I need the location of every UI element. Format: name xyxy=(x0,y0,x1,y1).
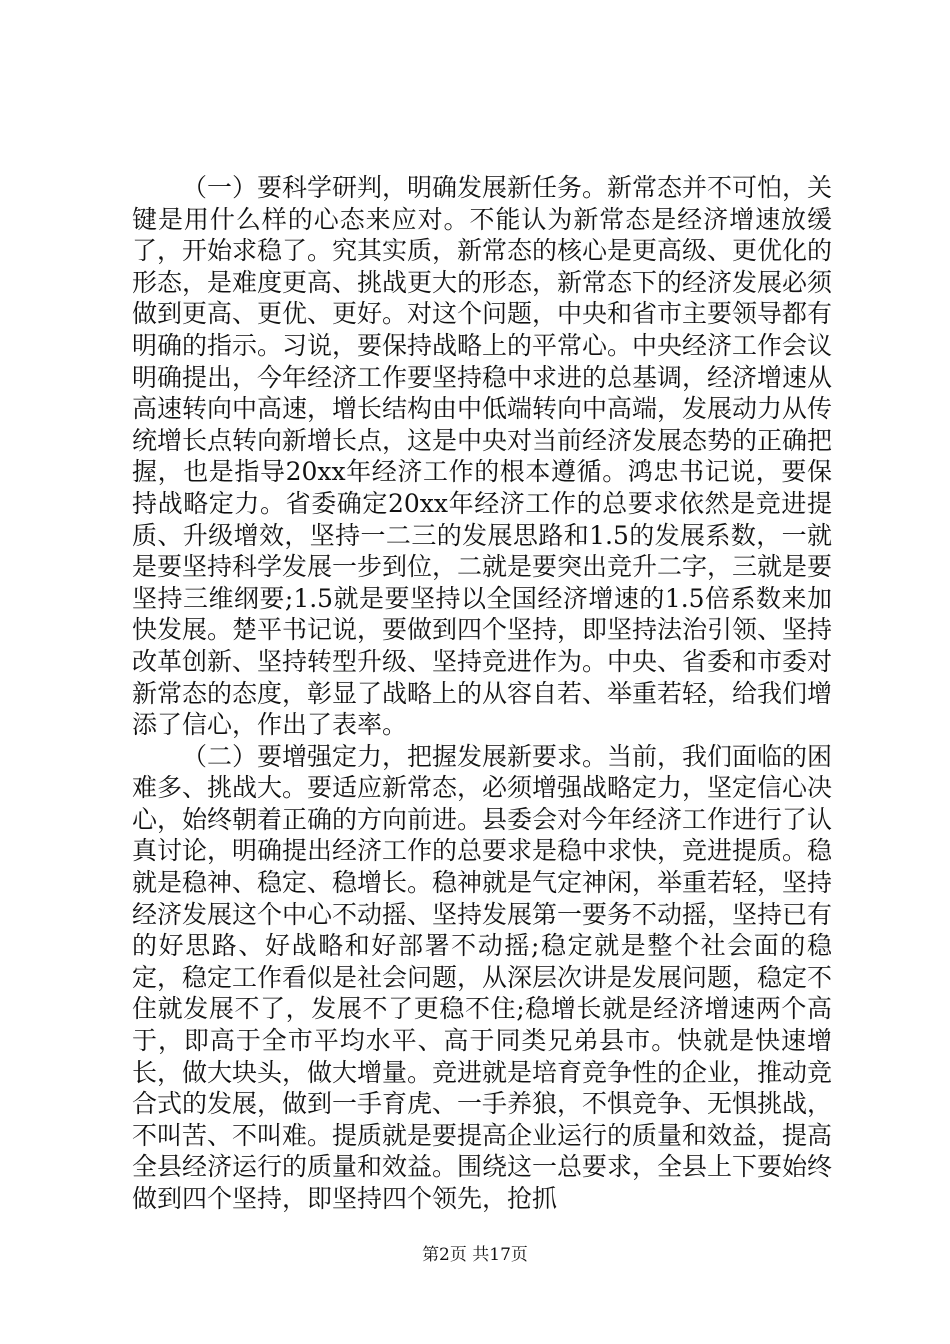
page-footer: 第2页 共17页 xyxy=(422,1245,528,1265)
document-body xyxy=(132,172,832,1215)
paragraph-1: （一）要科学研判，明确发展新任务。新常态并不可怕，关键是用什么样的心态来应对。不能认为新常态是经济增速放缓了，开始求稳了。究其实质，新常态的核心是更高级、更优化的形态，是难度更高、挑战更大的形态，新常态下的经济发展必须做到更高、更优、更好。对这个问题，中央和省市主要领导都有明确的指示。习说，要保持战略上的平常心。中央经济工作会议明确提出，今年经济工作要坚持稳中求进的总基调，经济增速从高速转向中高速，增长结构由中低端转向中高端，发展动力从传统增长点转向新增长点，这是中央对当前经济发展态势的正确把握，也是指导20xx年经济工作的根本遵循。鸿忠书记说，要保持战略定力。省委确定20xx年经济工作的总要求依然是竞进提质、升级增效，坚持一二三的发展思路和1.5的发展系数，一就是要坚持科学发展一步到位，二就是要突出竞升二字，三就是要坚持三维纲要;1.5就是要坚持以全国经济增速的1.5倍系数来加快发展。楚平书记说，要做到四个坚持，即坚持法治引领、坚持改革创新、坚持转型升级、坚持竞进作为。中央、省委和市委对新常态的态度，彰显了战略上的从容自若、举重若轻，给我们增添了信心，作出了表率。 xyxy=(132,173,833,740)
paragraph-2: （二）要增强定力，把握发展新要求。当前，我们面临的困难多、挑战大。要适应新常态，必须增强战略定力，坚定信心决心，始终朝着正确的方向前进。县委会对今年经济工作进行了认真讨论，明确提出经济工作的总要求是稳中求快，竞进提质。稳就是稳神、稳定、稳增长。稳神就是气定神闲，举重若轻，坚持经济发展这个中心不动摇、坚持发展第一要务不动摇，坚持已有的好思路、好战略和好部署不动摇;稳定就是整个社会面的稳定，稳定工作看似是社会问题，从深层次讲是发展问题，稳定不住就发展不了，发展不了更稳不住;稳增长就是经济增速两个高于，即高于全市平均水平、高于同类兄弟县市。快就是快速增长，做大块头，做大增量。竞进就是培育竞争性的企业，推动竞合式的发展，做到一手育虎、一手养狼，不惧竞争、无惧挑战，不叫苦、不叫难。提质就是要提高企业运行的质量和效益，提高全县经济运行的质量和效益。围绕这一总要求，全县上下要始终做到四个坚持，即坚持四个领先，抢抓 xyxy=(132,741,833,1213)
